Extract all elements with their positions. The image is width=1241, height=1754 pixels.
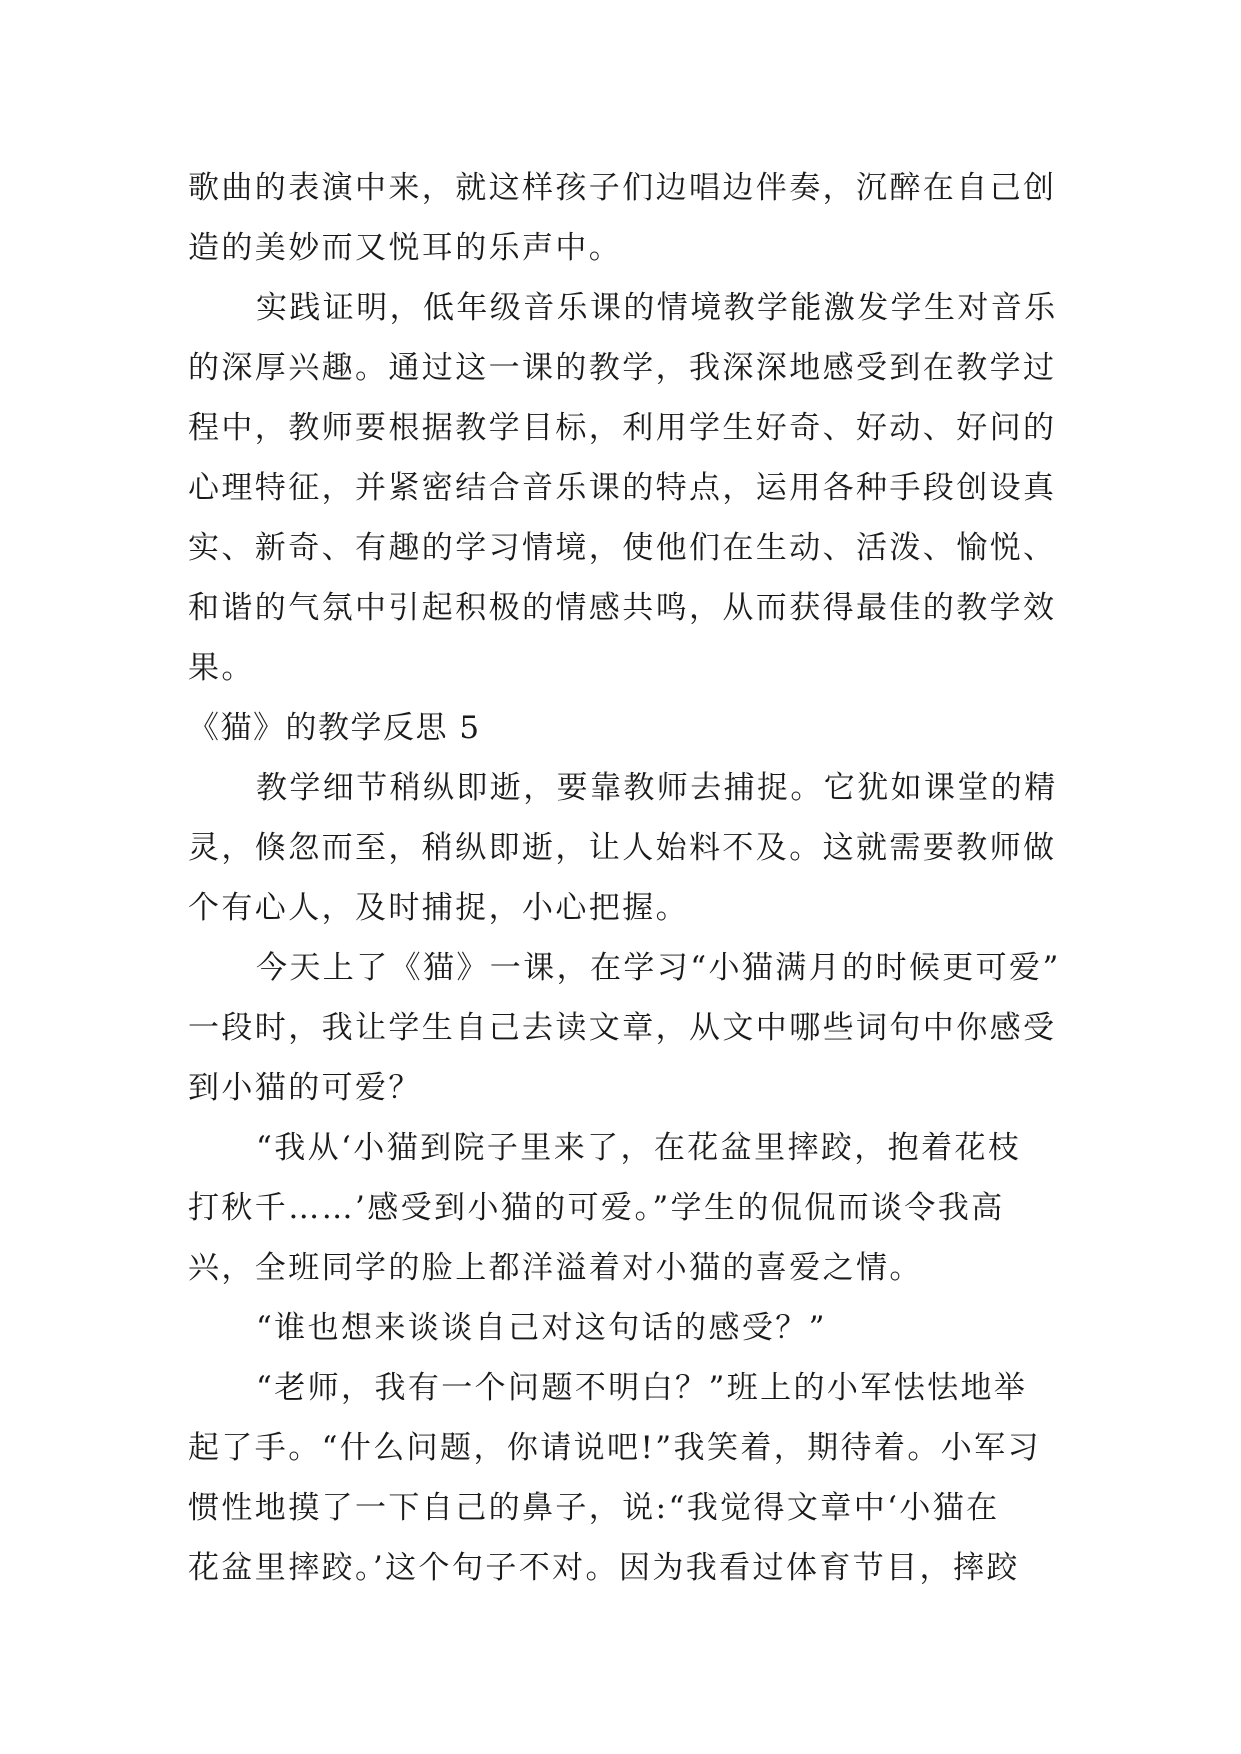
text-line: 的深厚兴趣。通过这一课的教学，我深深地感受到在教学过 [188, 350, 1057, 386]
text-line: 和谐的气氛中引起积极的情感共鸣，从而获得最佳的教学效 [188, 590, 1057, 626]
document-body [188, 158, 1068, 1598]
text-line: 教学细节稍纵即逝，要靠教师去捕捉。它犹如课堂的精 [256, 770, 1058, 806]
text-line: 果。 [188, 650, 255, 686]
text-line: “老师，我有一个问题不明白？”班上的小军怯怯地举 [256, 1370, 1028, 1406]
section-heading: 《猫》的教学反思 5 [188, 710, 481, 746]
text-line: “我从‘小猫到院子里来了，在花盆里摔跤，抱着花枝 [256, 1130, 1022, 1166]
text-line: 到小猫的可爱？ [188, 1070, 422, 1106]
text-line: 个有心人，及时捕捉，小心把握。 [188, 890, 689, 926]
text-line: 惯性地摸了一下自己的鼻子，说:“我觉得文章中‘小猫在 [188, 1490, 1000, 1526]
text-line: 今天上了《猫》一课，在学习“小猫满月的时候更可爱” [256, 950, 1061, 986]
text-line: 兴，全班同学的脸上都洋溢着对小猫的喜爱之情。 [188, 1250, 923, 1286]
text-line: 花盆里摔跤。’这个句子不对。因为我看过体育节目，摔跤 [188, 1550, 1020, 1586]
text-line: 灵，倏忽而至，稍纵即逝，让人始料不及。这就需要教师做 [188, 830, 1057, 866]
text-line: 起了手。“什么问题，你请说吧!”我笑着，期待着。小军习 [188, 1430, 1041, 1466]
text-line: 实践证明，低年级音乐课的情境教学能激发学生对音乐 [256, 290, 1058, 326]
text-line: 一段时，我让学生自己去读文章，从文中哪些词句中你感受 [188, 1010, 1057, 1046]
text-line: 心理特征，并紧密结合音乐课的特点，运用各种手段创设真 [188, 470, 1057, 506]
text-line: 实、新奇、有趣的学习情境，使他们在生动、活泼、愉悦、 [188, 530, 1057, 566]
text-line: “谁也想来谈谈自己对这句话的感受？” [256, 1310, 827, 1346]
text-line: 打秋千……’感受到小猫的可爱。”学生的侃侃而谈令我高 [188, 1190, 1005, 1226]
text-line: 程中，教师要根据教学目标，利用学生好奇、好动、好问的 [188, 410, 1057, 446]
text-line: 歌曲的表演中来，就这样孩子们边唱边伴奏，沉醉在自己创 [188, 170, 1057, 206]
text-line: 造的美妙而又悦耳的乐声中。 [188, 230, 623, 266]
